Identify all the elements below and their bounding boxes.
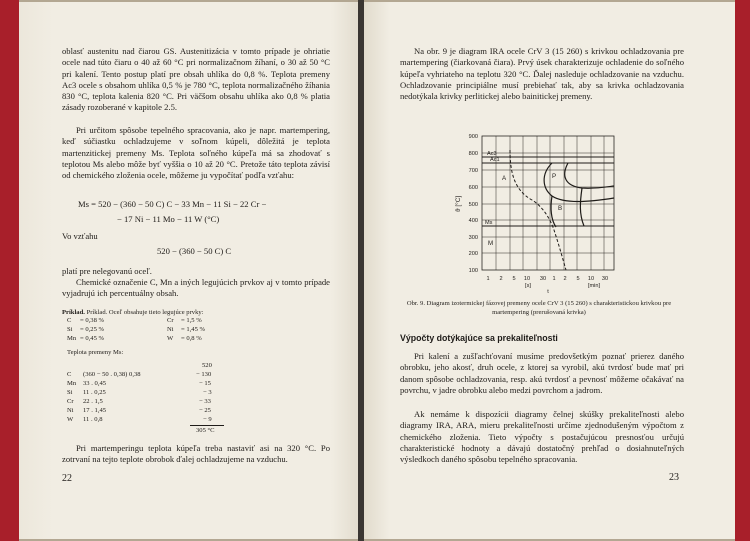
ms-formula-line-2: − 17 Ni − 11 Mo − 11 W (°C): [117, 214, 220, 224]
x-tick: 10: [587, 276, 595, 282]
ac1-label: Ac1: [490, 157, 500, 163]
bainite-label: B: [558, 205, 563, 212]
x-tick: 5: [512, 276, 516, 282]
y-axis-label: ϑ [°C]: [455, 195, 462, 212]
x-tick: 30: [539, 276, 547, 282]
calc-start: 520: [202, 362, 212, 369]
section-heading: Výpočty dotýkajúce sa prekaliteľnosti: [400, 333, 558, 343]
comp-val: = 0,25 %: [80, 326, 105, 333]
perlite-end-curve: [565, 163, 614, 188]
ms-formula-line-1: Ms = 520 − (360 − 50 C) C − 33 Mn − 11 Si − 22 Cr −: [78, 199, 267, 209]
x-tick: 30: [601, 276, 609, 282]
calc-el: Cr: [67, 398, 74, 405]
right-book-cover: [735, 0, 750, 541]
ira-diagram: [444, 132, 644, 294]
right-para-1: Pri kalení a zušľachťovaní musíme predovšetkým poznať prierez daného obrobku, jeho akosť, druh ocele, z ktorej sa vyrobil, akú tvrdosť bude mať pri danom spôsobe ochladzovania, resp. akú tvrdosť a pevnosť môžeme očakávať na povrchu, v jadre obrobku alebo medzi povrchom a jadrom.: [400, 351, 684, 395]
left-book-cover: [0, 0, 19, 541]
comp-val: = 1,45 %: [181, 326, 206, 333]
perlite-label: P: [552, 173, 557, 180]
bainite-end-curve: [580, 188, 584, 226]
ac3-label: Ac3: [487, 151, 497, 157]
calc-el: C: [67, 371, 72, 378]
y-tick: 100: [468, 268, 478, 274]
calc-val: − 25: [199, 407, 211, 414]
calc-expr: 11 . 0,25: [83, 389, 106, 396]
y-tick: 600: [468, 185, 478, 191]
x-axis-label: t: [547, 289, 549, 294]
calc-expr: 22 . 1,5: [83, 398, 103, 405]
y-tick: 500: [468, 202, 478, 208]
vo-vztahu: Vo vzťahu: [62, 231, 98, 241]
calc-val: − 33: [199, 398, 211, 405]
figure-caption: Obr. 9. Diagram izotermickej fázovej premeny ocele CrV 3 (15 260) s charakteristickou krivkou pre martempering (prerušovaná krivka): [406, 300, 672, 316]
left-page: [19, 2, 358, 539]
left-para-3: platí pre nelegovanú oceľ.: [62, 266, 152, 276]
x-unit-minutes: [min]: [587, 283, 601, 289]
calc-val: − 130: [196, 371, 212, 378]
perlite-start-curve: [544, 163, 614, 202]
comp-el: Mn: [67, 335, 77, 342]
x-tick-labels: [486, 276, 608, 294]
y-tick: 700: [468, 168, 478, 174]
y-tick: 200: [468, 251, 478, 257]
comp-el: Si: [67, 326, 73, 333]
comp-val: = 0,38 %: [80, 317, 105, 324]
comp-el: W: [167, 335, 174, 342]
right-intro: Na obr. 9 je diagram IRA ocele CrV 3 (15 260) s krivkou ochladzovania pre martempering (čiarkovaná čiara). Prvý úsek charakterizuje ochladenie do soľného kúpeľa vyhriateho na teplotu 320 °C. Ďalej nasleduje ochladzovanie na vzduchu. Ochladzovanie principiálne musí prebiehať tak, aby sa krivka ochladzovania nedotýkala krivky perlitickej alebo bainitickej premeny.: [400, 46, 684, 102]
left-para-2: Pri určitom spôsobe tepelného spracovania, ako je napr. martempering, keď súčiastku ochladzujeme v soľnom kúpeli, dôležitá je teplota martenzitickej premeny Ms. Teplota soľného kúpeľa má sa zhodovať s teplotou Ms alebo môže byť vyššia o 10 až 20 °C. Pretože táto teplota závisí od chemického zloženia ocele, môžeme ju vypočítať podľa vzťahu:: [62, 125, 330, 181]
austenite-label: A: [502, 175, 507, 182]
calc-val: − 15: [199, 380, 211, 387]
diagram-curves: [482, 150, 614, 270]
comp-val: = 1,5 %: [181, 317, 202, 324]
y-tick: 300: [468, 235, 478, 241]
y-tick-labels: [469, 134, 478, 274]
y-tick: 900: [468, 134, 478, 140]
calc-result: 305 °C: [196, 427, 215, 434]
comp-el: Ni: [167, 326, 174, 333]
calc-expr: 11 . 0,8: [83, 416, 103, 423]
calc-expr: 17 . 1,45: [83, 407, 107, 414]
left-para-4: Chemické označenie C, Mn a iných legujúcich prvkov aj v tomto prípade vyjadrujú ich percentuálny obsah.: [62, 277, 330, 299]
comp-el: Cr: [167, 317, 174, 324]
calc-el: Mn: [67, 380, 77, 387]
calc-expr: 33 . 0,45: [83, 380, 107, 387]
comp-val: = 0,45 %: [80, 335, 105, 342]
formula-2: 520 − (360 − 50 C) C: [157, 246, 232, 256]
x-unit-seconds: [s]: [525, 283, 531, 289]
bainite-start-curve: [551, 196, 556, 227]
x-tick: 5: [576, 276, 580, 282]
y-tick: 400: [468, 218, 478, 224]
comp-val: = 0,8 %: [181, 335, 202, 342]
comp-el: C: [67, 317, 72, 324]
right-page: [364, 2, 735, 539]
martensite-label: M: [488, 240, 494, 247]
x-tick: 1: [552, 276, 556, 282]
calc-el: W: [67, 416, 74, 423]
ms-label: Ms: [485, 220, 493, 226]
left-footnote: Pri martemperingu teplota kúpeľa treba nastaviť asi na 320 °C. Po zotrvaní na tejto teplote obrobok ďalej ochladzujeme na vzduchu.: [62, 443, 330, 465]
x-tick: 1: [486, 276, 490, 282]
sum-rule: [190, 425, 224, 426]
x-tick: 2: [563, 276, 567, 282]
calc-el: Si: [67, 389, 73, 396]
y-tick: 800: [468, 151, 478, 157]
calc-val: − 9: [203, 416, 212, 423]
left-para-1: oblasť austenitu nad čiarou GS. Austenitizácia v tomto prípade je ohriatie ocele nad túto čiaru o 40 až 60 °C pri normalizačnom žíhaní, o 30 až 50 °C pri kalení. Tento postup platí pre obsah uhlíka do 0,8 %. Teplota premeny Ac3 ocele s obsahom uhlíka 0,5 % je 780 °C, teplota normalizačného žíhania 830 °C, teplota kalenia 820 °C. Pri väčšom obsahu uhlíka ako 0,8 % platia zásady rozoberané v kapitole 2.5.: [62, 46, 330, 113]
calc-el: Ni: [67, 407, 74, 414]
calc-val: − 3: [203, 389, 212, 396]
x-tick: 2: [499, 276, 503, 282]
x-tick: 10: [523, 276, 531, 282]
right-para-2: Ak nemáme k dispozícii diagramy čelnej skúšky prekaliteľnosti alebo diagramy IRA, ARA, mieru prekaliteľnosti určíme zjednodušeným výpočtom z chemického zloženia. Tieto výpočty s postačujúcou presnosťou určujú charakteristické hodnoty a dávajú dostatočný prehľad o dosiahnuteľných výsledkoch daného spôsobu tepelného spracovania.: [400, 409, 684, 465]
page-number-right: 23: [669, 472, 679, 483]
example-title: Príklad. Príklad. Oceľ obsahuje tieto legujúce prvky:: [62, 309, 204, 316]
ms-label: Teplota premeny Ms:: [67, 349, 124, 356]
calc-expr: (360 − 50 . 0,38) 0,38: [83, 371, 141, 378]
diagram-grid: [482, 136, 614, 270]
page-number-left: 22: [62, 473, 72, 484]
